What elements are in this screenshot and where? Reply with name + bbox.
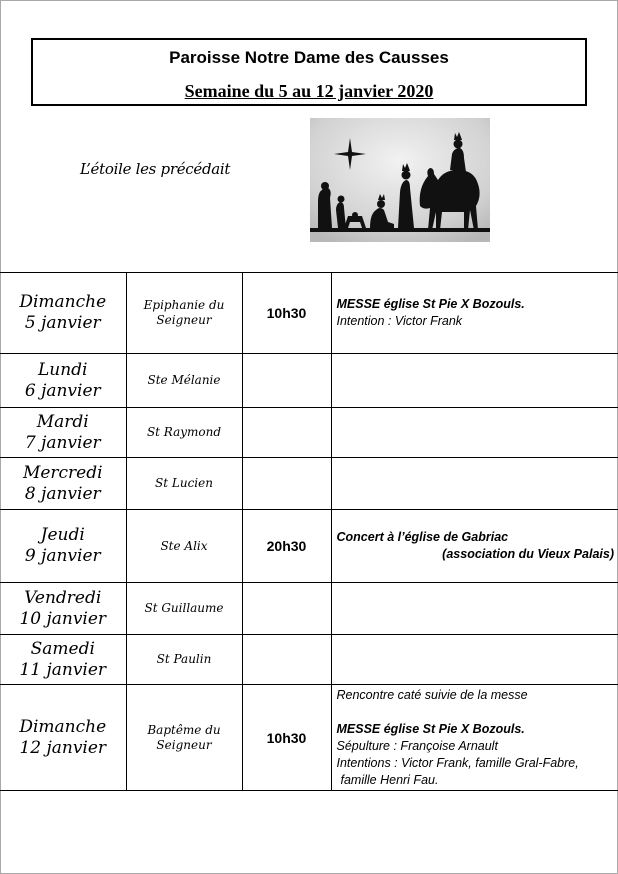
schedule-row: [0, 458, 618, 510]
day-name: Mercredi: [22, 462, 103, 483]
time-cell: 10h30: [242, 273, 331, 354]
parish-title: Paroisse Notre Dame des Causses: [169, 48, 449, 67]
week-subtitle-text: Semaine du 5 au 12 janvier 2020: [184, 81, 434, 101]
schedule-row: [0, 583, 618, 635]
saint-cell: Ste Mélanie: [126, 354, 242, 408]
time-cell: [242, 408, 331, 458]
day-cell: [0, 408, 126, 458]
feast-line: Seigneur: [156, 313, 212, 327]
day-name: Mardi: [36, 411, 89, 432]
day-cell: [0, 583, 126, 635]
schedule-row: [0, 273, 618, 354]
info-line: Rencontre caté suivie de la messe: [336, 687, 528, 702]
schedule-row: [0, 408, 618, 458]
feast-line: Baptême du: [147, 722, 221, 737]
time-cell: [242, 458, 331, 510]
info-cell: [331, 583, 618, 635]
day-date: 8 janvier: [24, 483, 101, 504]
saint-cell: St Raymond: [126, 408, 242, 458]
info-line: Intentions : Victor Frank, famille Gral-Fabre,: [336, 755, 579, 770]
nativity-magi-silhouette-icon: [310, 118, 490, 242]
schedule-row: [0, 354, 618, 408]
saint-cell: St Lucien: [126, 458, 242, 510]
saint-cell: [126, 685, 242, 791]
day-cell: [0, 510, 126, 583]
day-cell: [0, 635, 126, 685]
day-name: Vendredi: [24, 587, 102, 608]
info-line: Concert à l’église de Gabriac: [336, 530, 509, 544]
day-cell: [0, 354, 126, 408]
day-cell: [0, 458, 126, 510]
day-date: 5 janvier: [24, 313, 101, 333]
time-cell: [242, 583, 331, 635]
info-cell: [331, 685, 618, 791]
feast-line: Epiphanie du: [143, 298, 225, 312]
info-cell: [331, 408, 618, 458]
week-subtitle: [33, 81, 585, 102]
day-date: 6 janvier: [24, 380, 101, 401]
info-cell: [331, 354, 618, 408]
time-cell: [242, 354, 331, 408]
day-cell: [0, 685, 126, 791]
info-cell: [331, 635, 618, 685]
day-name: Dimanche: [19, 716, 107, 737]
saint-cell: St Guillaume: [126, 583, 242, 635]
schedule-row: [0, 685, 618, 791]
saint-cell: St Paulin: [126, 635, 242, 685]
header-box: [31, 38, 587, 106]
time-cell: [242, 635, 331, 685]
day-name: Dimanche: [19, 292, 107, 312]
time-cell: 10h30: [242, 685, 331, 791]
day-date: 10 janvier: [19, 608, 107, 629]
schedule-table: [0, 272, 618, 791]
day-name: Lundi: [37, 359, 88, 380]
day-date: 11 janvier: [19, 659, 107, 680]
tagline: L’étoile les précédait: [80, 160, 231, 178]
info-line: (association du Vieux Palais): [442, 547, 614, 561]
info-line: famille Henri Fau.: [340, 772, 439, 787]
saint-cell: Ste Alix: [126, 510, 242, 583]
day-name: Samedi: [30, 638, 95, 659]
day-date: 7 janvier: [24, 432, 101, 453]
info-gap: [337, 704, 615, 721]
info-line: MESSE église St Pie X Bozouls.: [336, 721, 525, 736]
schedule-row: [0, 510, 618, 583]
schedule-row: [0, 635, 618, 685]
day-date: 9 janvier: [24, 546, 101, 566]
saint-cell: [126, 273, 242, 354]
feast-line: Seigneur: [156, 737, 212, 752]
info-cell: [331, 510, 618, 583]
info-cell: [331, 273, 618, 354]
info-line: Intention : Victor Frank: [336, 314, 463, 328]
info-line: MESSE église St Pie X Bozouls.: [336, 297, 525, 311]
day-cell: [0, 273, 126, 354]
info-line: Sépulture : Françoise Arnault: [336, 738, 498, 753]
info-cell: [331, 458, 618, 510]
day-name: Jeudi: [40, 525, 85, 545]
time-cell: 20h30: [242, 510, 331, 583]
day-date: 12 janvier: [19, 737, 107, 758]
